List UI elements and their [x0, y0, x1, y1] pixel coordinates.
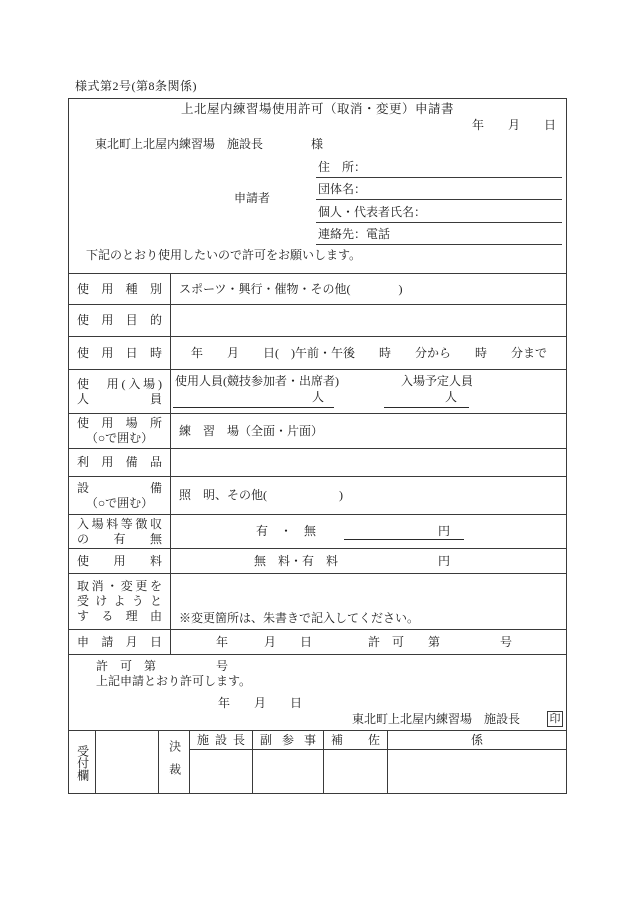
row-usage-type	[69, 274, 566, 305]
row-usage-purpose-label: 使用目的	[77, 313, 162, 327]
row-facility-circle-note: （○で囲む）	[85, 495, 154, 510]
usage-fee-unit: 円	[438, 553, 451, 568]
permit-date-line: 年 月 日	[218, 696, 303, 710]
row-usage-type-value: スポーツ・興行・催物・その他( )	[179, 281, 403, 296]
col-staff-label: 係	[470, 732, 483, 747]
col-deputy-counselor-label: 副参事	[260, 732, 316, 747]
col-staff-cell	[388, 750, 566, 794]
row-usage-place-circle-note: （○で囲む）	[85, 431, 154, 445]
row-usage-place-label: 使用場所	[77, 416, 162, 430]
row-admission-fee-label-1: 入場料等徴収	[77, 516, 162, 531]
row-application-date	[69, 630, 566, 655]
field-organization-label: 団体名：	[318, 182, 367, 196]
permit-section	[69, 655, 566, 730]
reception-stamp-area	[96, 731, 159, 794]
field-address-label: 住 所：	[318, 159, 367, 174]
expected-visitors-fill-line	[384, 390, 469, 408]
users-fill-line	[173, 390, 334, 408]
request-note: 下記のとおり使用したいので許可をお願いします。	[86, 248, 362, 262]
form-number: 様式第2号(第8条関係)	[75, 79, 197, 93]
row-persons	[69, 370, 566, 414]
admission-fee-unit: 円	[438, 523, 451, 538]
field-organization	[316, 178, 562, 201]
row-usage-fee-label: 使用料	[77, 553, 162, 568]
row-equipment-label: 利用備品	[77, 455, 162, 469]
applicant-block	[69, 155, 566, 247]
reception-column	[69, 731, 96, 794]
row-reason-label-1: 取消・変更を	[77, 579, 162, 593]
users-caption: 使用人員(競技参加者・出席者)	[175, 374, 339, 388]
applicant-fields	[316, 155, 562, 245]
row-admission-fee	[69, 515, 566, 549]
addressee-line: 東北町上北屋内練習場 施設長 様	[95, 137, 324, 151]
row-facility-value: 照 明、その他( )	[179, 488, 343, 502]
application-form	[68, 98, 567, 794]
permit-signer: 東北町上北屋内練習場 施設長	[351, 711, 520, 726]
row-usage-datetime-value: 年 月 日( )午前・午後 時 分から 時 分まで	[191, 345, 547, 360]
col-assistant-label: 補佐	[331, 732, 380, 747]
col-deputy-counselor-cell	[253, 750, 323, 794]
applicant-label: 申請者	[234, 191, 271, 205]
admission-fee-amount-line	[344, 524, 464, 540]
col-staff	[388, 731, 566, 794]
field-contact-label: 連絡先：電話	[318, 227, 391, 241]
col-facility-director	[190, 731, 253, 794]
expected-visitors-caption: 入場予定人員	[401, 374, 474, 388]
row-admission-fee-label-2: の有無	[77, 531, 162, 546]
row-usage-purpose	[69, 305, 566, 337]
users-unit: 人	[311, 390, 324, 404]
field-contact	[316, 223, 562, 246]
decision-label: 決裁	[167, 739, 182, 786]
col-facility-director-label: 施設長	[197, 732, 245, 747]
permit-signer-line	[96, 711, 566, 727]
row-usage-place-value: 練 習 場（全面・片面）	[179, 423, 324, 438]
row-reason-label-2: 受けようと	[77, 594, 162, 608]
row-cancel-change-reason	[69, 574, 566, 630]
admission-fee-choice: 有 ・ 無	[256, 524, 317, 538]
row-usage-datetime-label: 使用日時	[77, 345, 162, 360]
row-facility	[69, 477, 566, 515]
row-usage-datetime	[69, 337, 566, 370]
seal-box: 印	[547, 711, 563, 727]
col-assistant	[324, 731, 388, 794]
application-date-value: 年 月 日	[216, 634, 313, 649]
row-usage-fee	[69, 549, 566, 574]
row-persons-label-2: 人員	[77, 391, 162, 406]
field-representative	[316, 200, 562, 223]
row-equipment	[69, 449, 566, 477]
col-facility-director-cell	[190, 750, 252, 794]
permit-number-line: 許 可 第 号	[96, 659, 229, 673]
approval-footer-table	[69, 730, 566, 794]
application-table	[69, 273, 566, 655]
approval-columns	[190, 731, 566, 794]
row-usage-type-label: 使用種別	[77, 281, 162, 296]
red-ink-note: ※変更箇所は、朱書きで記入してください。	[179, 611, 420, 625]
row-facility-label: 設備	[77, 480, 162, 495]
reception-label: 受付欄	[75, 744, 90, 781]
row-persons-label-1: 使 用(入場)	[77, 376, 162, 391]
row-reason-label-3: する理由	[77, 609, 162, 623]
usage-fee-choice: 無 料・有 料	[254, 553, 339, 568]
permit-approval-text: 上記申請とおり許可します。	[96, 674, 252, 688]
row-application-date-label: 申請月日	[77, 634, 162, 649]
form-title: 上北屋内練習場使用許可（取消・変更）申請書	[180, 102, 454, 116]
field-representative-label: 個人・代表者氏名：	[318, 204, 427, 219]
header-date-line: 年 月 日	[471, 118, 556, 132]
form-header	[69, 99, 566, 273]
row-usage-place	[69, 414, 566, 449]
expected-visitors-unit: 人	[444, 390, 457, 404]
field-address	[316, 155, 562, 178]
col-deputy-counselor	[253, 731, 324, 794]
decision-column	[159, 731, 190, 794]
col-assistant-cell	[324, 750, 387, 794]
application-permit-number: 許 可 第 号	[368, 634, 513, 649]
